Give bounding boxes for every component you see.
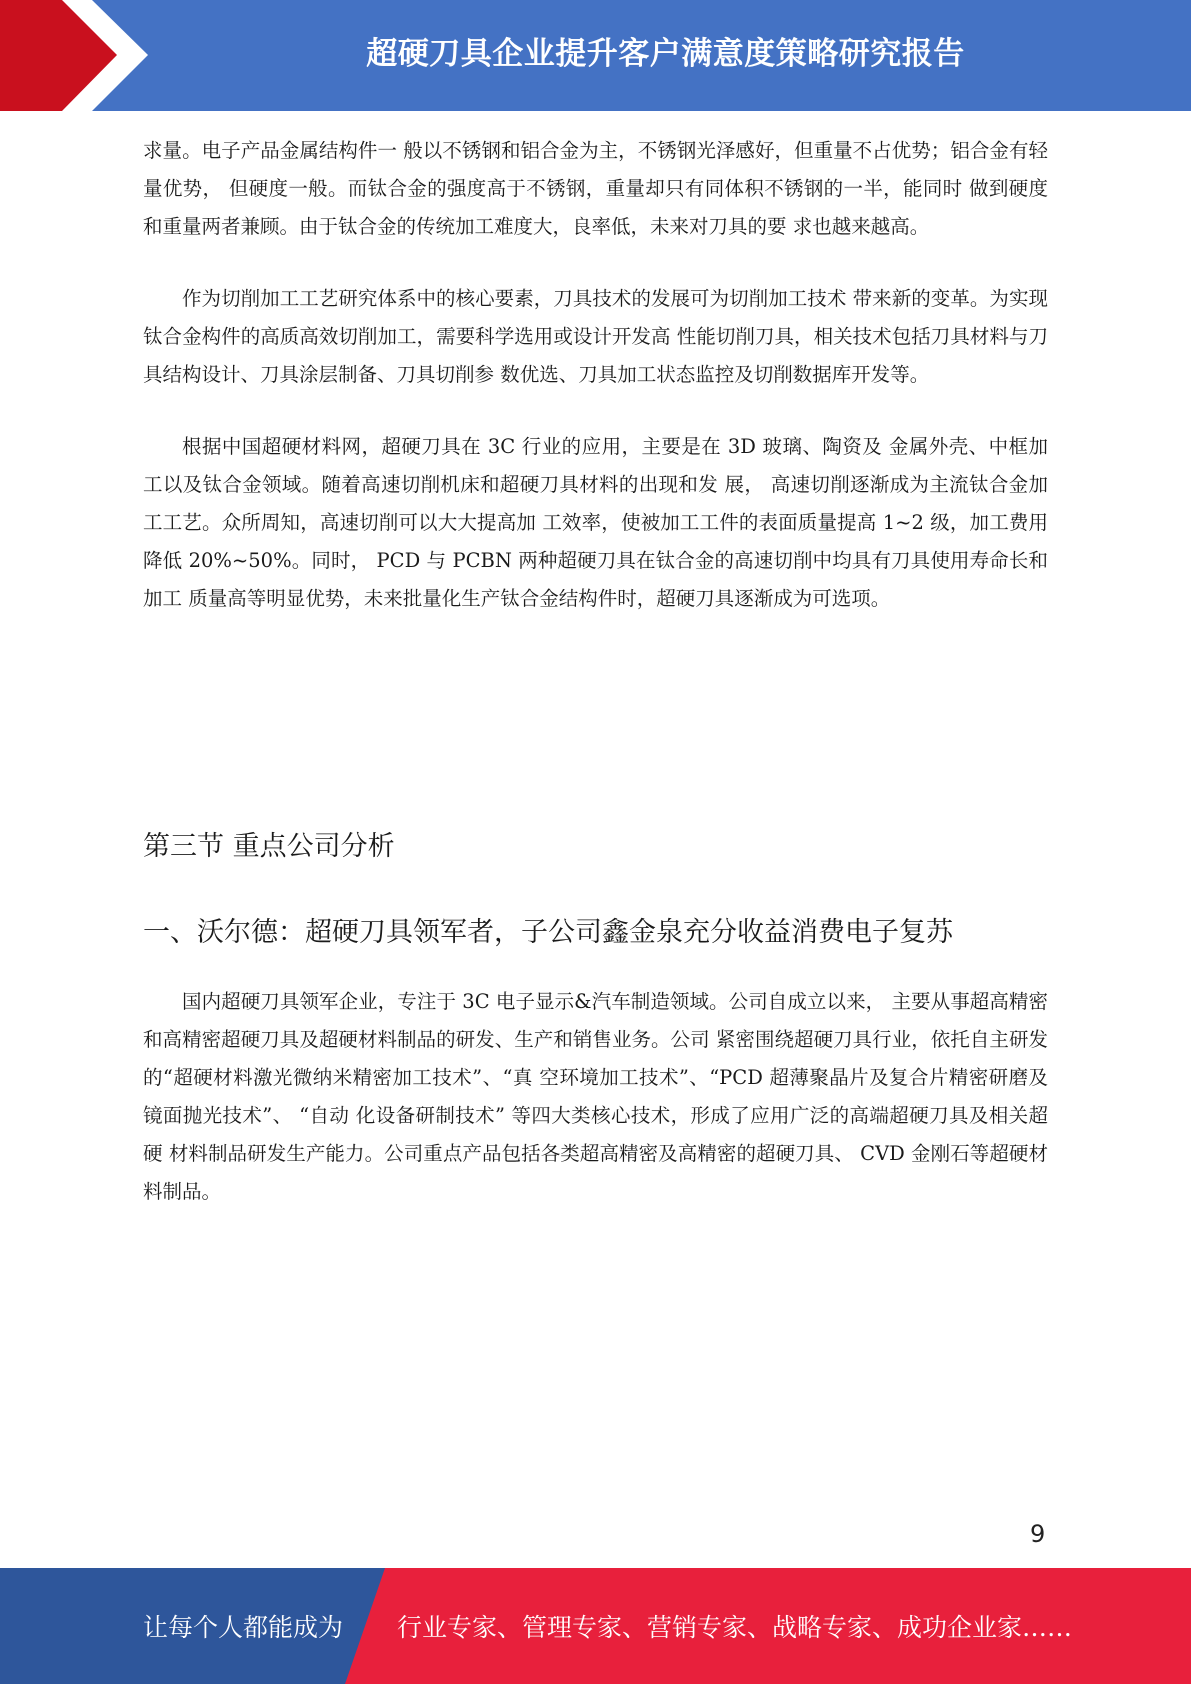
page-footer [0, 1568, 1191, 1684]
section-title: 第三节 重点公司分析 [143, 831, 395, 862]
paragraph-3: 根据中国超硬材料网，超硬刀具在 3C 行业的应用，主要是在 3D 玻璃、陶资及 金属外壳、中框加工以及钛合金领域。随着高速切削机床和超硬刀具材料的出现和发 展， 高速切削逐渐成为主流钛合金加工工艺。众所周知，高速切削可以大大提高加 工效率，使被加工工件的表面质量提高 1~2 级，加工费用降低 20%~50%。同时， PCD 与 PCBN 两种超硬刀具在钛合金的高速切削中均具有刀具使用寿命长和加工 质量高等明显优势，未来批量化生产钛合金结构件时，超硬刀具逐渐成为可选项。 [143, 435, 1048, 610]
subsection-title: 一、沃尔德：超硬刀具领军者，子公司鑫金泉充分收益消费电子复苏 [143, 917, 953, 948]
body-text [143, 132, 1048, 618]
company-section-body [143, 983, 1048, 1211]
header-arrow-decoration [0, 0, 160, 111]
paragraph-2: 作为切削加工工艺研究体系中的核心要素，刀具技术的发展可为切削加工技术 带来新的变革。为实现钛合金构件的高质高效切削加工，需要科学选用或设计开发高 性能切削刀具，相关技术包括刀具材料与刀具结构设计、刀具涂层制备、刀具切削参 数优选、刀具加工状态监控及切削数据库开发等。 [143, 287, 1048, 386]
footer-slogan-right: 行业专家、管理专家、营销专家、战略专家、成功企业家…… [397, 1613, 1073, 1642]
paragraph-1: 求量。电子产品金属结构件一 般以不锈钢和铝合金为主，不锈钢光泽感好，但重量不占优势；铝合金有轻量优势， 但硬度一般。而钛合金的强度高于不锈钢，重量却只有同体积不锈钢的一半，能同时 做到硬度和重量两者兼顾。由于钛合金的传统加工难度大，良率低，未来对刀具的要 求也越来越高。 [143, 139, 1048, 238]
report-title: 超硬刀具企业提升客户满意度策略研究报告 [366, 35, 965, 72]
page-header [0, 0, 1191, 111]
page-number: 9 [1030, 1520, 1046, 1548]
company-paragraph: 国内超硬刀具领军企业，专注于 3C 电子显示&汽车制造领域。公司自成立以来， 主要从事超高精密和高精密超硬刀具及超硬材料制品的研发、生产和销售业务。公司 紧密围绕超硬刀具行业，依托自主研发的“超硬材料激光微纳米精密加工技术”、“真 空环境加工技术”、“PCD 超薄聚晶片及复合片精密研磨及镜面抛光技术”、 “自动 化设备研制技术” 等四大类核心技术，形成了应用广泛的高端超硬刀具及相关超硬 材料制品研发生产能力。公司重点产品包括各类超高精密及高精密的超硬刀具、 CVD 金刚石等超硬材料制品。 [143, 990, 1048, 1203]
footer-slogan-left: 让每个人都能成为 [143, 1613, 344, 1642]
